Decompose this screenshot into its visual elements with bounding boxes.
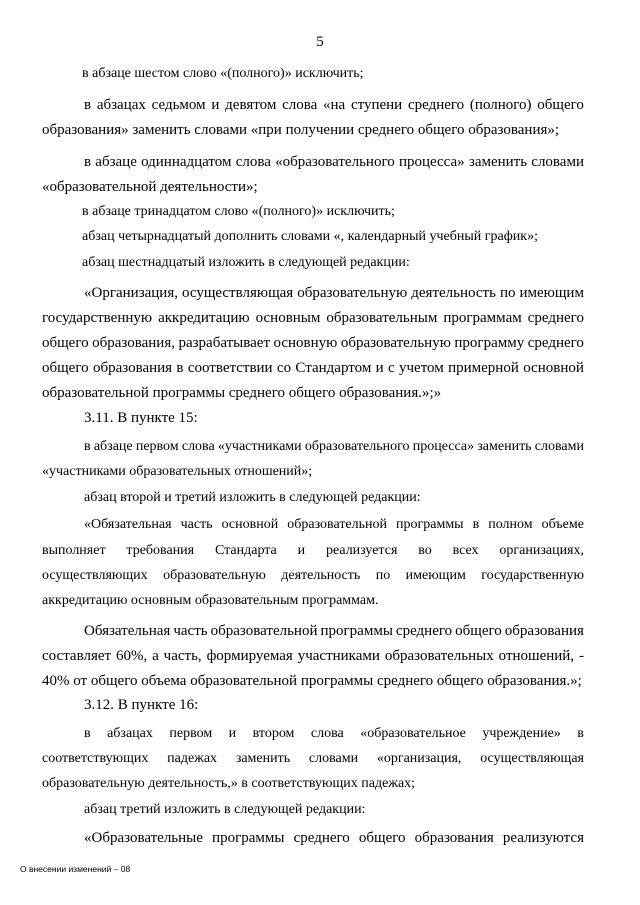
word: седьмом: [151, 97, 206, 113]
word: словами: [531, 154, 584, 170]
word: Стандарта: [214, 543, 277, 558]
word: составляет: [42, 648, 112, 664]
text-line-justified: [84, 95, 584, 115]
word: «на: [323, 97, 346, 113]
word: по: [375, 568, 391, 583]
text-line: абзац второй и третий изложить в следующей редакции:: [84, 490, 421, 505]
text-line: аккредитацию основным образовательным программам.: [42, 593, 379, 608]
word: программы: [320, 623, 393, 639]
word: Обязательная: [84, 623, 171, 639]
text-line-justified: [84, 621, 584, 641]
word: осуществляющих: [42, 568, 148, 583]
word: слова: [310, 726, 344, 741]
word: во: [418, 543, 432, 558]
word: в: [84, 726, 91, 741]
word: заменить: [477, 439, 532, 454]
word: образовательного: [304, 439, 410, 454]
word: соответствии: [187, 360, 273, 376]
word: общего: [358, 830, 406, 846]
word: имеющим: [519, 285, 584, 301]
text-line: образовательной программы среднего общего образования.»;»: [42, 385, 442, 401]
word: образовательной: [287, 517, 387, 532]
word: государственную: [42, 310, 153, 326]
word: общего: [42, 360, 89, 376]
word: абзацах: [96, 97, 146, 113]
text-line-justified: [84, 152, 584, 172]
word: программам: [443, 310, 522, 326]
word: осуществляющая: [181, 285, 294, 301]
word: программы: [212, 830, 285, 846]
word: государственную: [481, 568, 584, 583]
word: среднего: [527, 335, 584, 351]
word: полном: [488, 517, 533, 532]
text-line-justified: [42, 308, 584, 328]
text-line-justified: [84, 724, 584, 744]
word: основной: [523, 360, 584, 376]
text-line: образования» заменить словами «при получении среднего общего образования»;: [42, 122, 560, 138]
word: процесса»: [412, 439, 475, 454]
word: процесса»: [398, 154, 465, 170]
word: учреждение»: [482, 726, 561, 741]
text-line-justified: [84, 828, 584, 848]
word: словами: [308, 751, 359, 766]
word: и: [297, 543, 306, 558]
word: программы: [396, 517, 464, 532]
word: разрабатывает: [178, 335, 270, 351]
word: ступени: [350, 97, 403, 113]
word: в: [577, 726, 584, 741]
word: образования: [92, 360, 173, 376]
word: деятельность: [281, 568, 361, 583]
word: образовательных: [384, 648, 494, 664]
word: реализуется: [325, 543, 398, 558]
word: «Организация,: [84, 285, 178, 301]
word: среднего: [527, 310, 584, 326]
word: образовательную: [297, 285, 408, 301]
word: падежах: [167, 751, 218, 766]
word: Стандартом: [295, 360, 372, 376]
word: соответствующих: [42, 751, 149, 766]
word: «образовательного: [275, 154, 395, 170]
text-line-justified: [42, 333, 584, 353]
word: реализуются: [502, 830, 584, 846]
word: образования,: [92, 335, 175, 351]
word: участниками: [297, 648, 380, 664]
word: в: [84, 154, 92, 170]
word: «Обязательная: [84, 517, 172, 532]
word: «организация,: [376, 751, 462, 766]
word: часть: [173, 623, 208, 639]
word: «участниками: [217, 439, 302, 454]
text-line-justified: [84, 437, 584, 457]
word: абзаце: [93, 439, 133, 454]
word: «Образовательные: [84, 830, 203, 846]
text-line: «образовательной деятельности»;: [42, 179, 258, 195]
word: имеющим: [405, 568, 466, 583]
word: по: [499, 285, 516, 301]
text-line: абзац шестнадцатый изложить в следующей редакции:: [82, 255, 410, 270]
word: в: [84, 97, 92, 113]
word: и: [211, 97, 220, 113]
word: в: [84, 439, 91, 454]
word: общего: [455, 623, 502, 639]
word: среднего: [293, 830, 350, 846]
footer-label: О внесении изменений – 08: [20, 864, 131, 874]
text-line: 40% от общего объема образовательной программы среднего общего образования.»;: [42, 673, 582, 689]
word: выполняет: [42, 543, 106, 558]
word: образовательную: [340, 335, 451, 351]
word: программу: [454, 335, 525, 351]
text-line-justified: [42, 541, 584, 561]
word: образования: [504, 623, 584, 639]
word: образования: [414, 830, 494, 846]
page-number: 5: [316, 34, 324, 50]
word: осуществляющая: [480, 751, 584, 766]
text-line-justified: [42, 358, 584, 378]
word: (полного): [469, 97, 532, 113]
word: общего: [537, 97, 584, 113]
word: «образовательное: [360, 726, 466, 741]
text-line: в абзаце тринадцатом слово «(полного)» исключить;: [82, 204, 395, 219]
word: деятельность: [411, 285, 496, 301]
text-line-justified: [84, 283, 584, 303]
word: первом: [135, 439, 179, 454]
word: основной: [221, 517, 279, 532]
word: образовательной: [210, 623, 318, 639]
word: и: [228, 726, 237, 741]
word: первом: [169, 726, 213, 741]
word: заменить: [235, 751, 291, 766]
word: в: [176, 360, 184, 376]
word: учетом: [399, 360, 444, 376]
word: словами: [534, 439, 584, 454]
word: среднего: [395, 623, 453, 639]
word: требования: [126, 543, 195, 558]
word: отношений,: [498, 648, 575, 664]
word: одиннадцатом: [141, 154, 232, 170]
word: аккредитацию: [158, 310, 250, 326]
text-line-justified: [42, 646, 584, 666]
word: 60%,: [115, 648, 148, 664]
text-line-justified: [42, 749, 584, 769]
word: основным: [255, 310, 321, 326]
word: абзаце: [95, 154, 137, 170]
word: часть: [180, 517, 213, 532]
text-line: «участниками образовательных отношений»;: [42, 464, 313, 479]
word: формируемая: [206, 648, 293, 664]
word: со: [276, 360, 292, 376]
word: слова: [181, 439, 215, 454]
word: заменить: [468, 154, 528, 170]
word: слова: [282, 97, 318, 113]
text-line: абзац третий изложить в следующей редакции:: [84, 802, 366, 817]
word: объеме: [541, 517, 584, 532]
word: в: [472, 517, 480, 532]
word: с: [388, 360, 395, 376]
word: общего: [42, 335, 89, 351]
section-heading: 3.12. В пункте 16:: [84, 697, 199, 713]
word: -: [578, 648, 584, 664]
word: образовательную: [163, 568, 266, 583]
word: девятом: [225, 97, 277, 113]
word: организациях,: [499, 543, 584, 558]
text-line: в абзаце шестом слово «(полного)» исключить;: [82, 66, 364, 81]
word: слова: [235, 154, 271, 170]
word: основную: [273, 335, 338, 351]
word: абзацах: [107, 726, 153, 741]
word: всех: [452, 543, 479, 558]
text-line-justified: [42, 566, 584, 586]
word: часть,: [163, 648, 202, 664]
word: среднего: [407, 97, 465, 113]
text-line: образовательную деятельность,» в соответствующих падежах;: [42, 776, 416, 791]
word: а: [152, 648, 159, 664]
text-line: абзац четырнадцатый дополнить словами «, календарный учебный график»;: [82, 229, 538, 244]
word: и: [375, 360, 384, 376]
text-line-justified: [84, 515, 584, 535]
word: примерной: [448, 360, 519, 376]
word: образовательным: [326, 310, 438, 326]
word: втором: [252, 726, 295, 741]
section-heading: 3.11. В пункте 15:: [84, 410, 198, 426]
